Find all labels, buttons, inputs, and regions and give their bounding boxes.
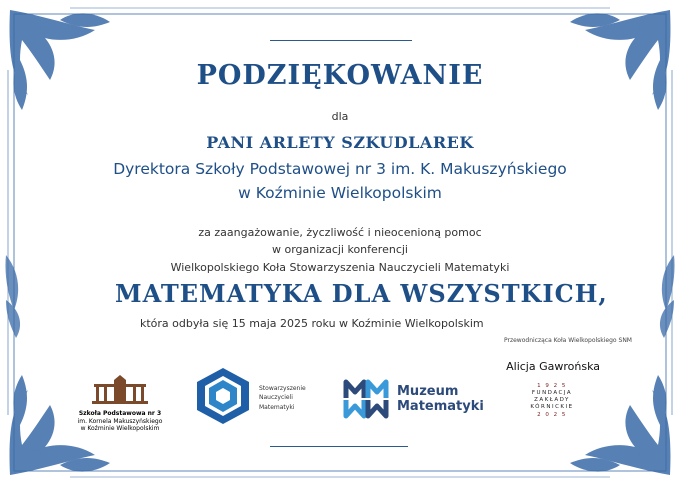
signature-name: Alicja Gawrońska (506, 360, 600, 373)
foundation-logo (522, 383, 582, 419)
snm-logo-line3: Matematyki (259, 403, 295, 411)
certificate-title: PODZIĘKOWANIE (196, 60, 484, 91)
foundation-logo-line5: 2 0 2 5 (537, 411, 567, 418)
signature-role: Przewodnicząca Koła Wielkopolskiego SNM (503, 337, 632, 344)
museum-logo-line1: Muzeum (397, 384, 459, 399)
foundation-logo-line1: 1 9 2 5 (537, 383, 567, 389)
body-line1: za zaangażowanie, życzliwość i nieocenioną pomoc (198, 226, 482, 239)
foundation-logo-line3: ZAKŁADY (534, 397, 570, 404)
body-line3: Wielkopolskiego Koła Stowarzyszenia Nauczycieli Matematyki (170, 261, 510, 274)
foundation-logo-line2: FUNDACJA (531, 390, 573, 397)
school-building-icon (90, 374, 150, 406)
museum-logo (343, 378, 493, 420)
museum-logo-line2: Matematyki (397, 398, 484, 414)
school-logo-line2: im. Kornela Makuszyńskiego (77, 417, 163, 425)
snm-logo-line1: Stowarzyszenie (259, 385, 306, 392)
conference-title: MATEMATYKA DLA WSZYSTKICH, (115, 279, 608, 308)
top-rule (270, 40, 412, 41)
school-logo-line3: w Koźminie Wielkopolskim (80, 425, 160, 432)
bottom-rule (270, 446, 408, 447)
held-line: która odbyła się 15 maja 2025 roku w Koźminie Wielkopolskim (140, 317, 484, 330)
school-logo (70, 374, 170, 434)
recipient-role-line2: w Koźminie Wielkopolskim (238, 184, 442, 202)
museum-mm-icon (343, 378, 389, 420)
recipient-name: PANI ARLETY SZKUDLAREK (206, 133, 474, 152)
snm-logo-line2: Nauczycieli (259, 394, 293, 402)
for-word: dla (331, 110, 349, 123)
school-logo-line1: Szkoła Podstawowa nr 3 (78, 410, 162, 417)
foundation-logo-line4: KÓRNICKIE (530, 404, 574, 411)
snm-logo (193, 366, 318, 428)
recipient-role-line1: Dyrektora Szkoły Podstawowej nr 3 im. K. Makuszyńskiego (113, 160, 567, 178)
snm-cube-icon (193, 366, 253, 426)
body-line2: w organizacji konferencji (272, 243, 408, 256)
